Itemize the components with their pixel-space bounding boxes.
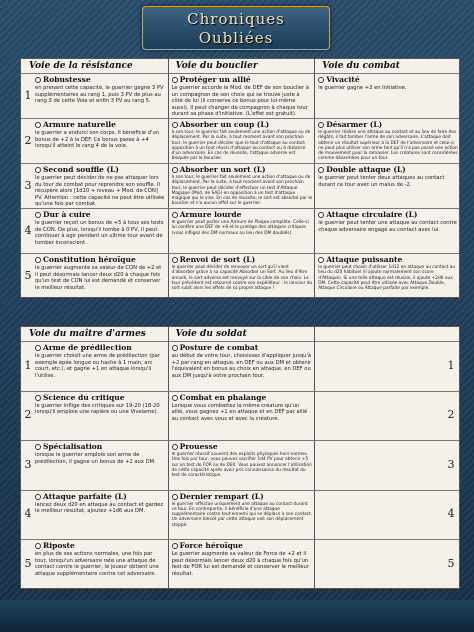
rank-number: 4 <box>24 223 32 237</box>
ability-title: Désarmer (L) <box>318 120 459 129</box>
ability-description: le guerrier peut tenter une attaque au contact contre chaque adversaire engagé au contact avec lui. <box>318 220 457 233</box>
ability-title: Spécialisation <box>35 442 166 451</box>
ability-title: Absorber un sort (L) <box>172 165 313 174</box>
ability-title: Science du critique <box>35 393 166 402</box>
ability-description: le guerrier reçoit un bonus de +5 à tous ses tests de CON. De plus, lorsqu'il tombe à 0 PV, il peut continuer à agir pendant un ultime tour avant de tomber inconscient. <box>35 220 164 246</box>
ability-cell[interactable] <box>314 164 461 208</box>
ability-title: Posture de combat <box>172 343 313 352</box>
ability-cell[interactable] <box>168 254 315 298</box>
ability-description: le guerrier inflige des critiques sur 19-20 (18-20 lorsqu'il emploie une rapière ou une Vivelame). <box>35 402 160 415</box>
ability-cell[interactable] <box>21 254 168 298</box>
ability-title: Vivacité <box>318 75 459 84</box>
ability-cell[interactable] <box>314 209 461 253</box>
ability-cell[interactable] <box>21 119 168 163</box>
rank-number: 2 <box>447 408 455 422</box>
ability-description: le guerrier peut porter une Armure de Plaque complète. Celle-ci lui confère une DEF de +8 et le protège des attaques critiques (vous infligez des DM normaux au lieu des DM doublés). <box>171 220 309 236</box>
ability-description: le guerrier peut décider de renvoyer un sort qu'il vient d'absorber grâce à sa capacité Absorber un Sort. Au lieu d'être annulé, le sort adverse est renvoyé sur la cible de son choix. Le tour précédent est retourné contre son expéditeur : le lanceur du sort subit alors les effets de sa propre attaque ! <box>171 265 313 292</box>
column-header: Voie du maître d'armes <box>29 329 146 339</box>
ability-title: Riposte <box>35 541 166 550</box>
ability-description: le guerrier réalise une attaque au contact et au lieu de faire des dégâts, il fait tomber l'arme de son adversaire. L'attaque doit obtenir un résultat supérieur à la DEF de l'adversaire et celui-ci ne peut plus utiliser son arme tant qu'il n'a pas passé une action de mouvement pour la ramasser. Les créatures sont considérées comme désarmées pour un tour. <box>318 130 458 162</box>
ability-description: en prenant cette capacité, le guerrier gagne 3 PV supplémentaires au rang 1, puis 3 PV de plus au rang 3 de cette Voie et enfin 3 PV au rang 5. <box>35 85 164 104</box>
rank-number: 2 <box>24 133 32 147</box>
ability-description: Lorsque vous combattez la même créature qu'un allié, vous gagnez +1 en attaque et en DEF par allié au contact avec vous et avec la créature. <box>171 402 308 422</box>
title-banner <box>142 6 330 50</box>
ability-cell[interactable] <box>314 119 461 163</box>
ability-description: lancez deux d20 en attaque au contact et gardez le meilleur résultat, ajoutez +1d6 aux DM. <box>35 501 164 514</box>
ability-description: le guerrier a endurci son corps. Il bénéficie d'un bonus de +2 à la DEF. Ce bonus passe à +4 lorsqu'il atteint le rang 4 de la voie. <box>35 130 160 149</box>
ability-cell[interactable] <box>21 491 168 540</box>
ability-cell[interactable] <box>168 342 315 391</box>
ability-title: Attaque circulaire (L) <box>318 210 459 219</box>
ability-title: Robustesse <box>35 75 166 84</box>
column-header: Voie du soldat <box>175 329 247 339</box>
footer-decoration <box>0 600 474 632</box>
rank-number: 1 <box>24 358 32 372</box>
abilities-table-1 <box>20 58 460 298</box>
ability-title: Prouesse <box>172 442 313 451</box>
ability-description: le guerrier peut décider de ne pas attaquer lors du tour de combat pour reprendre son souffle. Il récupère alors [1d10 + niveau + Mod. de CON] PV. Attention : cette capacité ne peut être utilisée qu'une fois par combat. <box>35 175 165 207</box>
ability-cell[interactable] <box>21 164 168 208</box>
ability-title: Double attaque (L) <box>318 165 459 174</box>
ability-cell[interactable] <box>21 441 168 490</box>
ability-description: au début de votre tour, choisissez d'appliquer jusqu'à +2 par rang en attaque, en DEF ou aux DM et obtenir l'équivalent en bonus au choix en attaque, en DEF ou aux DM jusqu'à votre prochain tour. <box>171 353 312 379</box>
ability-title: Absorber un coup (L) <box>172 120 313 129</box>
ability-title: Second souffle (L) <box>35 165 166 174</box>
ability-title: Dernier rempart (L) <box>172 492 313 501</box>
ability-title: Constitution héroïque <box>35 255 166 264</box>
rank-number: 4 <box>24 507 32 521</box>
ability-cell[interactable] <box>21 342 168 391</box>
ability-description: à son tour, le guerrier fait seulement une action d'attaque ou de déplacement. Par la suite, à tout moment avant son prochain tour, le guerrier peut décider d'effectuer un test d'Attaque Magique (Mod. de SAG) en opposition à un test d'attaque magique qui le vise. En cas de réussite, le sort est absorbé par le bouclier et n'a aucun effet sur le guerrier. <box>171 175 313 207</box>
rank-number: 3 <box>24 178 32 192</box>
rank-number: 4 <box>447 507 455 521</box>
rank-number: 3 <box>447 457 455 471</box>
ability-title: Attaque puissante <box>318 255 459 264</box>
ability-title: Combat en phalange <box>172 393 313 402</box>
rank-number: 5 <box>447 556 455 570</box>
ability-cell[interactable] <box>168 119 315 163</box>
column-header: Voie du combat <box>322 61 400 71</box>
column-divider <box>314 327 315 588</box>
ability-description: le guerrier peut tenter deux attaques au contact durant ce tour avec un malus de -2. <box>318 175 445 188</box>
ability-title: Attaque parfaite (L) <box>35 492 166 501</box>
title-line-2: Oubliées <box>198 29 274 47</box>
rank-number: 1 <box>24 88 32 102</box>
ability-title: Renvoi de sort (L) <box>172 255 313 264</box>
header <box>0 0 474 56</box>
ability-cell[interactable] <box>168 491 315 540</box>
ability-description: le guerrier effectue uniquement une attaque au contact durant ce tour. En contrepartie, il bénéficie d'une attaque supplémentaire contre tout ennemi qui se déplace à son contact. Un adversaire blessé par cette attaque voit son déplacement stoppé. <box>171 501 313 528</box>
ability-title: Armure naturelle <box>35 120 166 129</box>
ability-cell[interactable] <box>21 540 168 589</box>
ability-title: Dur à cuire <box>35 210 166 219</box>
ability-cell[interactable] <box>168 209 315 253</box>
ability-title: Arme de prédilection <box>35 343 166 352</box>
rank-number: 1 <box>447 358 455 372</box>
ability-cell[interactable] <box>21 209 168 253</box>
ability-cell[interactable] <box>21 74 168 118</box>
ability-description: le guerrier gagne +3 en Initiative. <box>318 85 407 91</box>
ability-description: Le guerrier augmente sa valeur de Force de +2 et il peut désormais lancer deux d20 à chaque fois qu'un test de FOR lui est demandé et conserver le meilleur résultat. <box>171 551 309 577</box>
ability-description: le guerrier augmente sa valeur de CON de +2 et il peut désormais lancer deux d20 à chaque fois qu'un test de CON lui est demandé et conserver le meilleur résultat. <box>35 265 162 291</box>
ability-cell[interactable] <box>314 74 461 118</box>
ability-description: le guerrier peut choisir d'utiliser 1d12 en attaque au contact au lieu du d20 habituel (il ajoute normalement son score d'Attaque). Si une telle attaque est réussie, il ajoute +2d6 aux DM. Cette capacité peut être utilisée avec Attaque Double, Attaque Circulaire ou Attaque parfaite par exemple. <box>318 265 456 292</box>
ability-title: Protéger un allié <box>172 75 313 84</box>
ability-cell[interactable] <box>314 254 461 298</box>
ability-description: lorsque le guerrier emploie son arme de prédilection, il gagne un bonus de +2 aux DM. <box>35 452 156 465</box>
ability-description: le guerrier réussit souvent des exploits physiques hors-normes. Une fois par tour, vous pouvez sacrifier 1d4 PV pour obtenir +5 sur un test de FOR ou de DEX. Vous pouvez annoncer l'utilisation de cette capacité après avoir pris connaissance du résultat du test de caractéristique. <box>171 452 312 479</box>
title-line-1: Chroniques <box>187 10 285 28</box>
rank-number: 2 <box>24 408 32 422</box>
ability-title: Force héroïque <box>172 541 313 550</box>
ability-title: Armure lourde <box>172 210 313 219</box>
ability-cell[interactable] <box>168 74 315 118</box>
ability-description: en plus de ses actions normales, une fois par tour, lorsqu'un adversaire rate une attaque de contact contre le guerrier, le joueur obtient une attaque supplémentaire contre cet adversaire. <box>35 551 159 577</box>
ability-description: à son tour, le guerrier fait seulement une action d'attaque ou de déplacement. Par la suite, à tout moment avant son prochain tour, le guerrier peut décider que le tout d'attaque au contact opposition à un tout réussi d'attaque au contact ou à distance d'un adversaire. En cas de réussite, l'attaque adverse est bloquée par le bouclier. <box>171 130 311 162</box>
ability-cell[interactable] <box>168 164 315 208</box>
ability-cell[interactable] <box>168 392 315 441</box>
rank-number: 5 <box>24 556 32 570</box>
ability-description: le guerrier choisit une arme de prédilection (par exemple épée longue ou hache à 1 main, arc court, etc.), et gagne +1 en attaque lorsqu'il l'utilise. <box>35 353 160 379</box>
ability-cell[interactable] <box>168 441 315 490</box>
column-header: Voie de la résistance <box>29 61 133 71</box>
rank-number: 5 <box>24 268 32 282</box>
column-header: Voie du bouclier <box>175 61 258 71</box>
ability-cell[interactable] <box>168 540 315 589</box>
rank-number: 3 <box>24 457 32 471</box>
ability-description: Le guerrier accorde le Mod. de DEF de son bouclier à un compagnon de son choix qui se trouve juste à côté de lui (il conserve ce bonus pour lui-même aussi). Il peut changer de compagnon à chaque tour durant sa phase d'initiative. (L'effet est gratuit). <box>171 85 309 117</box>
ability-cell[interactable] <box>21 392 168 441</box>
abilities-table-2 <box>20 326 460 589</box>
